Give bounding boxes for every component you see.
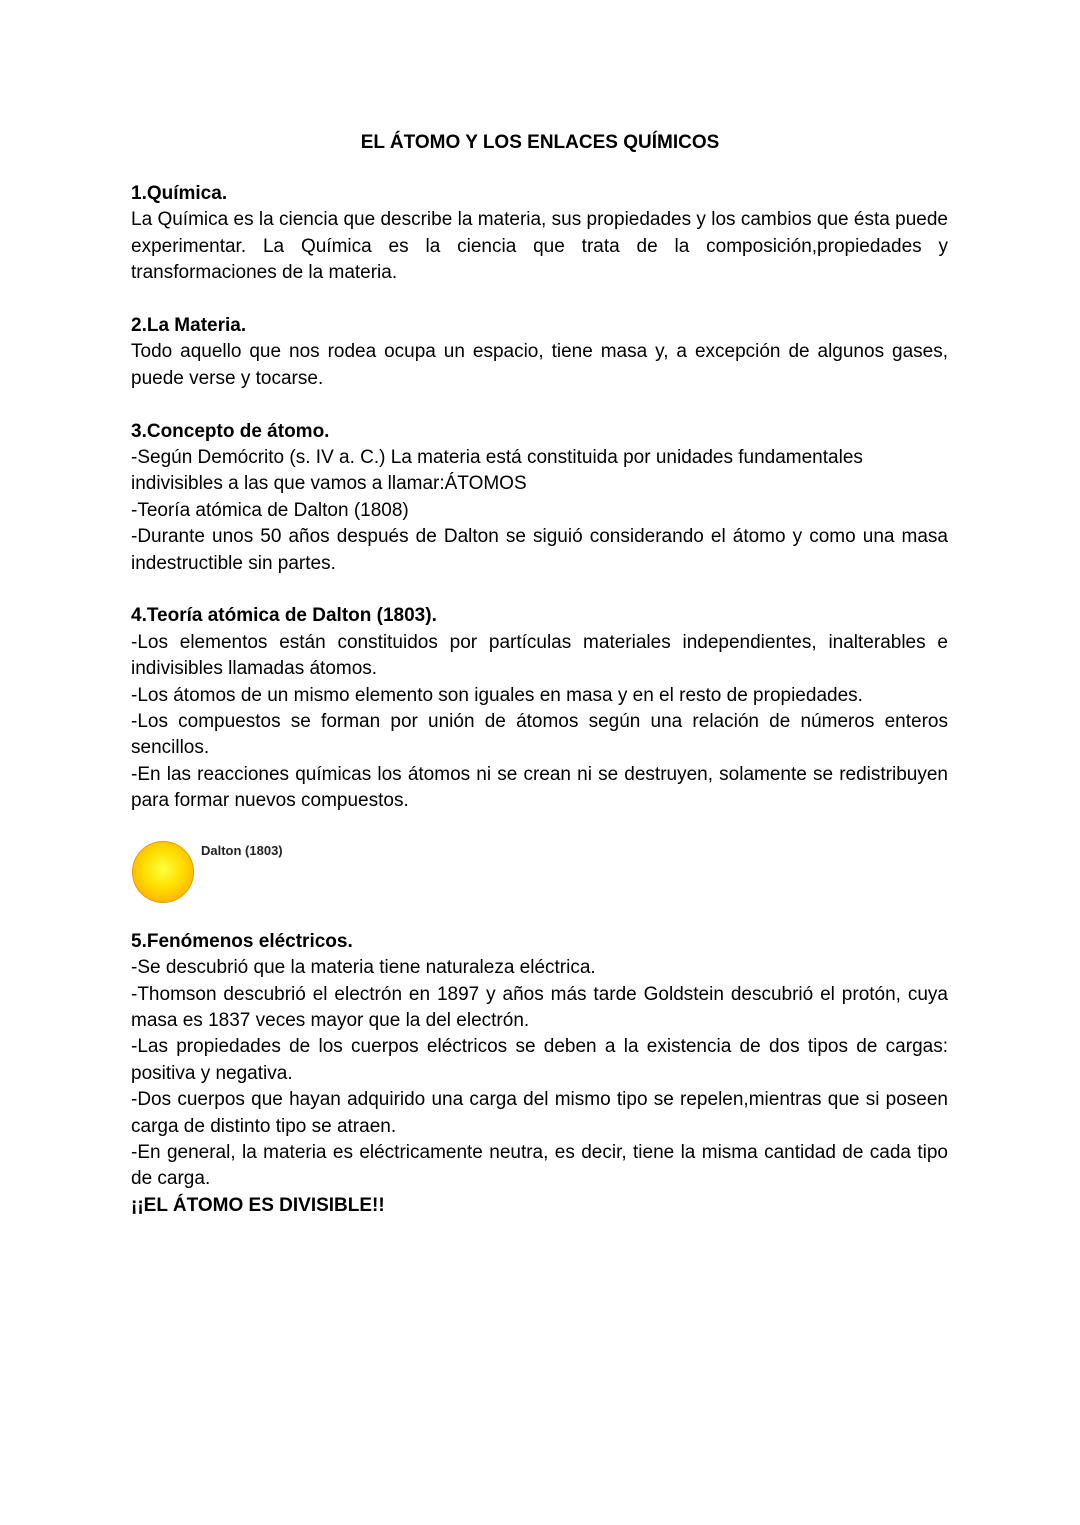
section-teoria-dalton (131, 603, 948, 814)
section-heading: 2.La Materia. (131, 315, 247, 337)
section-materia (131, 313, 948, 392)
document-body (131, 181, 948, 1246)
figure-label: Dalton (1803) (201, 842, 283, 858)
paragraph: La Química es la ciencia que describe la materia, sus propiedades y los cambios que ésta puede experimentar. La Química es la ciencia que trata de la composición,propiedades y transformaciones de la materia. (131, 209, 948, 284)
section-heading: 5.Fenómenos eléctricos. (131, 930, 353, 952)
paragraph: -Los átomos de un mismo elemento son iguales en masa y en el resto de propiedades. (131, 684, 863, 706)
section-heading: 4.Teoría atómica de Dalton (1803). (131, 605, 437, 627)
conclusion-text: ¡¡EL ÁTOMO ES DIVISIBLE!! (131, 1194, 385, 1216)
section-heading: 3.Concepto de átomo. (131, 420, 330, 442)
paragraph: -Thomson descubrió el electrón en 1897 y años más tarde Goldstein descubrió el protón, cuya masa es 1837 veces mayor que la del electrón. (131, 983, 948, 1031)
section-concepto-atomo (131, 419, 948, 577)
paragraph: -Dos cuerpos que hayan adquirido una carga del mismo tipo se repelen,mientras que si poseen carga de distinto tipo se atraen. (131, 1089, 948, 1137)
section-quimica (131, 181, 948, 287)
paragraph: -Las propiedades de los cuerpos eléctricos se deben a la existencia de dos tipos de cargas: positiva y negativa. (131, 1036, 948, 1084)
paragraph: -Los compuestos se forman por unión de átomos según una relación de números enteros sencillos. (131, 711, 948, 759)
paragraph: -Teoría atómica de Dalton (1808) (131, 499, 409, 521)
paragraph: Todo aquello que nos rodea ocupa un espacio, tiene masa y, a excepción de algunos gases, puede verse y tocarse. (131, 341, 948, 389)
paragraph: -Los elementos están constituidos por partículas materiales independientes, inalterables e indivisibles llamadas átomos. (131, 631, 948, 680)
paragraph: -En las reacciones químicas los átomos ni se crean ni se destruyen, solamente se redistribuyen para formar nuevos compuestos. (131, 763, 948, 812)
paragraph: -Según Demócrito (s. IV a. C.) La materia está constituida por unidades fundamentales indivisibles a las que vamos a llamar:ÁTOMOS (131, 447, 863, 495)
paragraph: -Se descubrió que la materia tiene naturaleza eléctrica. (131, 957, 596, 979)
dalton-atom-sphere-icon (132, 841, 194, 903)
dalton-model-figure (131, 825, 291, 905)
section-fenomenos-electricos (131, 929, 948, 1219)
section-heading: 1.Química. (131, 183, 228, 204)
document-title: EL ÁTOMO Y LOS ENLACES QUÍMICOS (360, 132, 720, 153)
paragraph: -En general, la materia es eléctricamente neutra, es decir, tiene la misma cantidad de cada tipo de carga. (131, 1141, 948, 1190)
paragraph: -Durante unos 50 años después de Dalton se siguió considerando el átomo y como una masa indestructible sin partes. (131, 526, 948, 574)
